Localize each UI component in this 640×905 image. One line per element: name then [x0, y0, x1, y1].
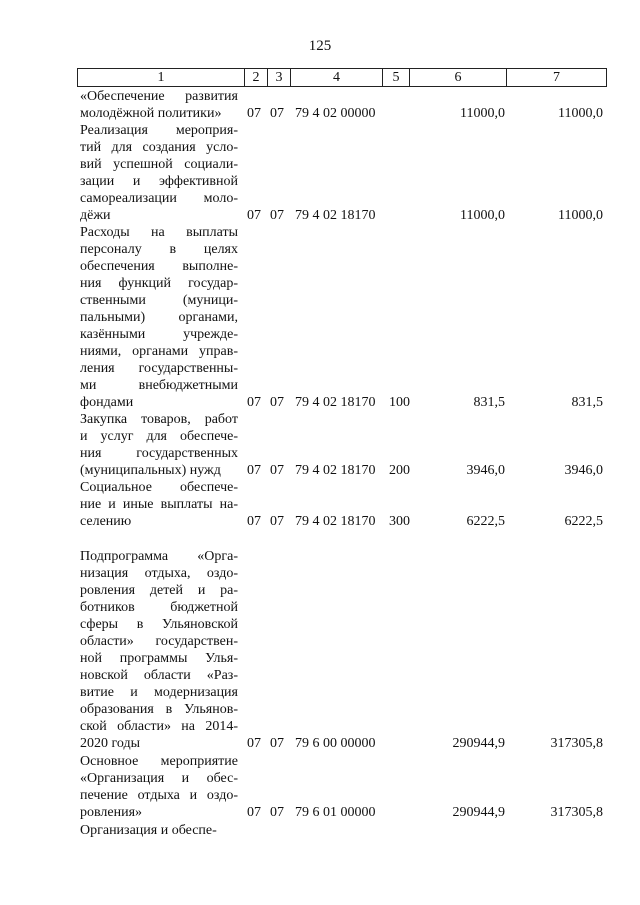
- section-code: 07: [247, 805, 261, 820]
- description-line: ления государственны-: [80, 361, 238, 376]
- row-description: [80, 224, 238, 411]
- description-line: молодёжной политики»: [80, 106, 222, 121]
- amount-col-7: 317305,8: [550, 736, 603, 751]
- subsection-code: 07: [270, 106, 284, 121]
- description-line: (муниципальных) нужд: [80, 463, 221, 478]
- section-code: 07: [247, 736, 261, 751]
- row-description: [80, 88, 238, 122]
- subsection-code: 07: [270, 805, 284, 820]
- row-description: [80, 753, 238, 821]
- subsection-code: 07: [270, 463, 284, 478]
- description-line: витие и модернизация: [80, 685, 238, 700]
- subsection-code: 07: [270, 736, 284, 751]
- description-line: ниями, органами управ-: [80, 344, 238, 359]
- amount-col-6: 11000,0: [460, 208, 505, 223]
- expense-type-code: 100: [389, 395, 410, 410]
- amount-col-7: 3946,0: [564, 463, 603, 478]
- section-code: 07: [247, 106, 261, 121]
- target-article-code: 79 4 02 18170: [295, 208, 376, 223]
- description-line: казёнными учрежде-: [80, 327, 238, 342]
- section-code: 07: [247, 514, 261, 529]
- description-line: ровления»: [80, 805, 143, 820]
- row-description: [80, 479, 238, 530]
- description-line: ния государственных: [80, 446, 238, 461]
- amount-col-7: 317305,8: [550, 805, 603, 820]
- description-line: ние и иные выплаты на-: [80, 497, 238, 512]
- amount-col-6: 831,5: [473, 395, 505, 410]
- target-article-code: 79 6 01 00000: [295, 805, 376, 820]
- description-line: селению: [80, 514, 132, 529]
- section-code: 07: [247, 208, 261, 223]
- header-col-2: 2: [245, 69, 268, 86]
- header-col-5: 5: [383, 69, 410, 86]
- description-line: низация отдыха, оздо-: [80, 566, 238, 581]
- subsection-code: 07: [270, 395, 284, 410]
- row-description: [80, 548, 238, 752]
- table-header: [77, 68, 607, 87]
- row-description: [80, 411, 238, 479]
- page-number: 125: [308, 38, 332, 54]
- description-line: Социальное обеспече-: [80, 480, 238, 495]
- amount-col-7: 831,5: [571, 395, 603, 410]
- amount-col-6: 290944,9: [452, 805, 505, 820]
- description-line: Основное мероприятие: [80, 754, 238, 769]
- target-article-code: 79 6 00 00000: [295, 736, 376, 751]
- amount-col-6: 6222,5: [466, 514, 505, 529]
- description-line: самореализации моло-: [80, 191, 238, 206]
- expense-type-code: 300: [389, 514, 410, 529]
- description-line: вий успешной социали-: [80, 157, 238, 172]
- description-line: ной программы Улья-: [80, 651, 238, 666]
- amount-col-7: 6222,5: [564, 514, 603, 529]
- description-line: ния функций государ-: [80, 276, 238, 291]
- description-line: Расходы на выплаты: [80, 225, 238, 240]
- amount-col-7: 11000,0: [558, 106, 603, 121]
- subsection-code: 07: [270, 208, 284, 223]
- header-col-3: 3: [268, 69, 291, 86]
- description-line: ми внебюджетными: [80, 378, 238, 393]
- section-code: 07: [247, 463, 261, 478]
- description-line: тий для создания усло-: [80, 140, 238, 155]
- description-line: «Организация и обес-: [80, 771, 238, 786]
- description-line: 2020 годы: [80, 736, 141, 751]
- amount-col-6: 3946,0: [466, 463, 505, 478]
- description-line: ственными (муници-: [80, 293, 238, 308]
- header-col-4: 4: [291, 69, 383, 86]
- section-code: 07: [247, 395, 261, 410]
- description-line: и услуг для обеспече-: [80, 429, 238, 444]
- description-line: «Обеспечение развития: [80, 89, 238, 104]
- description-line: печение отдыха и оздо-: [80, 788, 238, 803]
- description-line: фондами: [80, 395, 134, 410]
- header-col-7: 7: [553, 70, 560, 85]
- expense-type-code: 200: [389, 463, 410, 478]
- description-line: сферы в Ульяновской: [80, 617, 238, 632]
- description-line: дёжи: [80, 208, 111, 223]
- description-line: персоналу в целях: [80, 242, 238, 257]
- description-line: Закупка товаров, работ: [80, 412, 238, 427]
- description-line: Организация и обеспе-: [80, 823, 217, 838]
- description-line: Реализация мероприя-: [80, 123, 238, 138]
- target-article-code: 79 4 02 18170: [295, 514, 376, 529]
- description-line: Подпрограмма «Орга-: [80, 549, 238, 564]
- target-article-code: 79 4 02 18170: [295, 463, 376, 478]
- description-line: обеспечения выполне-: [80, 259, 238, 274]
- header-col-6: 6: [410, 69, 507, 86]
- amount-col-6: 290944,9: [452, 736, 505, 751]
- description-line: зации и эффективной: [80, 174, 238, 189]
- row-description: [80, 822, 238, 839]
- description-line: области» государствен-: [80, 634, 238, 649]
- description-line: образования в Ульянов-: [80, 702, 238, 717]
- description-line: пальными) органами,: [80, 310, 238, 325]
- target-article-code: 79 4 02 00000: [295, 106, 376, 121]
- subsection-code: 07: [270, 514, 284, 529]
- header-col-1: 1: [78, 69, 245, 86]
- amount-col-6: 11000,0: [460, 106, 505, 121]
- amount-col-7: 11000,0: [558, 208, 603, 223]
- description-line: ботников бюджетной: [80, 600, 238, 615]
- row-description: [80, 122, 238, 224]
- description-line: ской области» на 2014-: [80, 719, 238, 734]
- target-article-code: 79 4 02 18170: [295, 395, 376, 410]
- description-line: ровления детей и ра-: [80, 583, 238, 598]
- description-line: новской области «Раз-: [80, 668, 238, 683]
